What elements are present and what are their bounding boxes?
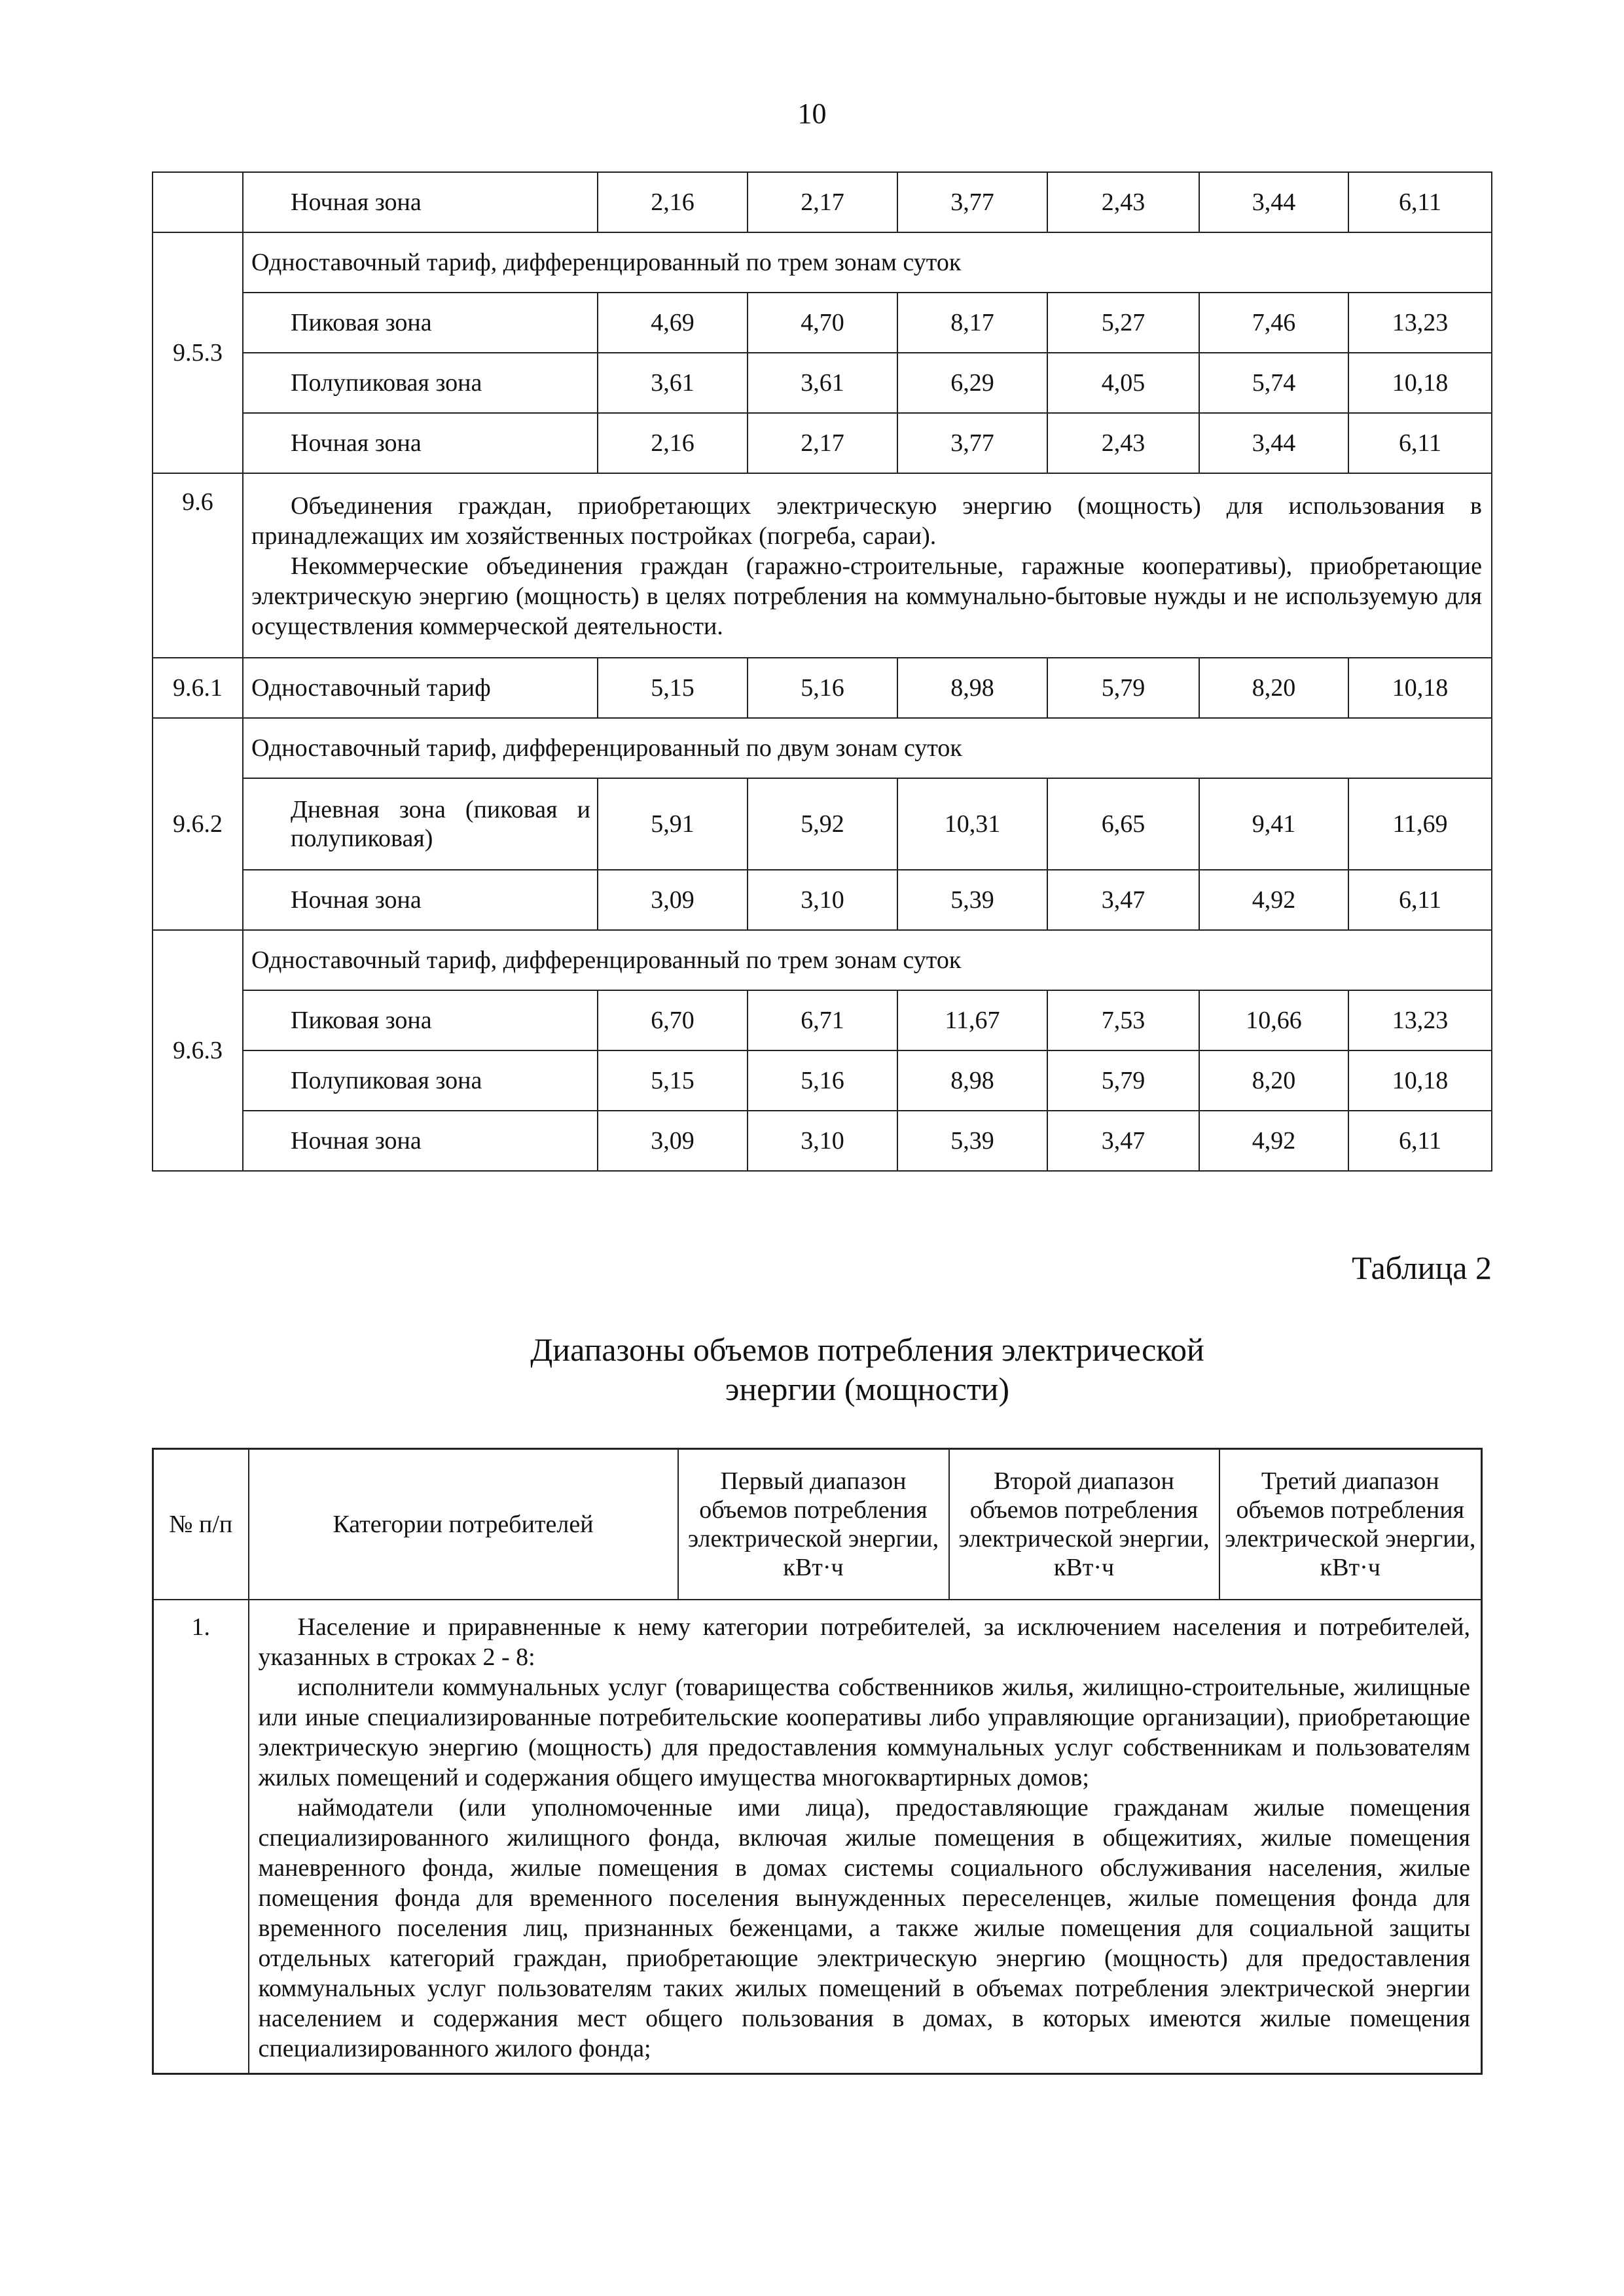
tariff-value: 3,09	[598, 870, 748, 930]
tariff-value: 6,29	[897, 353, 1047, 413]
header-second-range: Второй диапазон объемов потребления электрической энергии, кВт·ч	[949, 1449, 1219, 1600]
tariff-value: 6,11	[1348, 1111, 1492, 1171]
tariff-value: 5,15	[598, 658, 748, 718]
tariff-value: 5,92	[748, 778, 897, 870]
table-row	[153, 930, 1492, 990]
tariff-value: 4,92	[1199, 1111, 1348, 1171]
tariff-value: 10,66	[1199, 990, 1348, 1050]
header-first-range: Первый диапазон объемов потребления электрической энергии, кВт·ч	[678, 1449, 949, 1600]
table-row	[153, 658, 1492, 718]
row-description	[249, 1600, 1482, 2074]
table-row	[153, 1111, 1492, 1171]
tariff-value: 3,47	[1047, 870, 1199, 930]
row-code: 9.6.2	[153, 718, 243, 930]
tariff-table	[152, 171, 1492, 1172]
tariff-value: 2,17	[748, 172, 897, 232]
tariff-value: 2,16	[598, 172, 748, 232]
tariff-value: 2,16	[598, 413, 748, 473]
tariff-value: 5,16	[748, 1050, 897, 1111]
table-row	[153, 1600, 1482, 2074]
page-number: 10	[797, 98, 827, 130]
tariff-value: 4,92	[1199, 870, 1348, 930]
table-2-title-line-2: энергии (мощности)	[725, 1371, 1010, 1407]
tariff-value: 11,67	[897, 990, 1047, 1050]
tariff-value: 7,46	[1199, 293, 1348, 353]
row-number: 1.	[153, 1600, 249, 2074]
section-title: Одноставочный тариф, дифференцированный по трем зонам суток	[243, 232, 1492, 293]
header-third-range: Третий диапазон объемов потребления электрической энергии, кВт·ч	[1219, 1449, 1482, 1600]
tariff-value: 5,91	[598, 778, 748, 870]
tariff-value: 5,79	[1047, 1050, 1199, 1111]
tariff-value: 13,23	[1348, 293, 1492, 353]
tariff-value: 6,71	[748, 990, 897, 1050]
description-paragraph: Объединения граждан, приобретающих электрическую энергию (мощность) для использования в принадлежащих им хозяйственных постройках (погреба, сараи).	[251, 492, 1482, 550]
description-paragraph: Население и приравненные к нему категории потребителей, за исключением населения и потребителей, указанных в строках 2 - 8:	[258, 1613, 1470, 1671]
tariff-value: 3,61	[748, 353, 897, 413]
tariff-value: 4,69	[598, 293, 748, 353]
tariff-value: 2,17	[748, 413, 897, 473]
tariff-value: 3,44	[1199, 172, 1348, 232]
tariff-value: 8,98	[897, 1050, 1047, 1111]
table-row	[153, 870, 1492, 930]
description-paragraph: наймодатели (или уполномоченные ими лица), предоставляющие гражданам жилые помещения специализированного жилищного фонда, включая жилые помещения в общежитиях, жилые помещения маневренного фонда, жилые помещения в домах системы социального обслуживания населения, жилые помещения фонда для временного поселения вынужденных переселенцев, жилые помещения фонда для временного поселения лиц, признанных беженцами, а также жилые помещения для социальной защиты отдельных категорий граждан, приобретающие электрическую энергию (мощность) для предоставления коммунальных услуг пользователям таких жилых помещений в объемах потребления электрической энергии населением и содержания мест общего пользования в домах, в которых имеются жилые помещения специализированного жилого фонда;	[258, 1793, 1470, 2062]
table-row	[153, 990, 1492, 1050]
header-category: Категории потребителей	[249, 1449, 678, 1600]
tariff-value: 10,18	[1348, 1050, 1492, 1111]
tariff-value: 6,11	[1348, 870, 1492, 930]
tariff-value: 3,44	[1199, 413, 1348, 473]
tariff-value: 10,18	[1348, 353, 1492, 413]
tariff-value: 3,10	[748, 870, 897, 930]
row-code: 9.6.1	[153, 658, 243, 718]
tariff-value: 6,11	[1348, 172, 1492, 232]
tariff-value: 8,98	[897, 658, 1047, 718]
tariff-value: 3,09	[598, 1111, 748, 1171]
tariff-value: 5,39	[897, 1111, 1047, 1171]
tariff-value: 4,05	[1047, 353, 1199, 413]
table-2-title	[0, 1330, 1624, 1408]
tariff-value: 3,10	[748, 1111, 897, 1171]
table-row	[153, 172, 1492, 232]
tariff-value: 3,77	[897, 413, 1047, 473]
section-title: Одноставочный тариф, дифференцированный по двум зонам суток	[243, 718, 1492, 778]
tariff-value: 11,69	[1348, 778, 1492, 870]
table-row	[153, 293, 1492, 353]
tariff-value: 13,23	[1348, 990, 1492, 1050]
row-code: 9.6.3	[153, 930, 243, 1171]
table-row	[153, 232, 1492, 293]
row-code	[153, 172, 243, 232]
table-2-caption: Таблица 2	[1352, 1249, 1492, 1286]
row-label: Ночная зона	[243, 172, 598, 232]
tariff-value: 10,31	[897, 778, 1047, 870]
tariff-value: 8,17	[897, 293, 1047, 353]
row-label: Пиковая зона	[243, 990, 598, 1050]
description-paragraph: Некоммерческие объединения граждан (гаражно-строительные, гаражные кооперативы), приобретающие электрическую энергию (мощность) в целях потребления на коммунально-бытовые нужды и не используемую для осуществления коммерческой деятельности.	[251, 552, 1482, 640]
table-row	[153, 718, 1492, 778]
tariff-value: 2,43	[1047, 172, 1199, 232]
table-row	[153, 473, 1492, 658]
row-label: Ночная зона	[243, 413, 598, 473]
tariff-value: 7,53	[1047, 990, 1199, 1050]
tariff-value: 5,27	[1047, 293, 1199, 353]
tariff-value: 10,18	[1348, 658, 1492, 718]
row-label: Полупиковая зона	[243, 1050, 598, 1111]
table-header-row	[153, 1449, 1482, 1600]
tariff-value: 5,74	[1199, 353, 1348, 413]
consumption-ranges-table	[152, 1448, 1483, 2075]
tariff-value: 5,16	[748, 658, 897, 718]
tariff-value: 5,39	[897, 870, 1047, 930]
row-code: 9.5.3	[153, 232, 243, 473]
row-label: Дневная зона (пиковая и полупиковая)	[243, 778, 598, 870]
row-label: Полупиковая зона	[243, 353, 598, 413]
tariff-value: 6,11	[1348, 413, 1492, 473]
table-2-title-line-1: Диапазоны объемов потребления электрической	[530, 1331, 1204, 1368]
tariff-value: 8,20	[1199, 1050, 1348, 1111]
tariff-value: 3,61	[598, 353, 748, 413]
row-label: Ночная зона	[243, 870, 598, 930]
tariff-value: 4,70	[748, 293, 897, 353]
description-paragraph: исполнители коммунальных услуг (товарищества собственников жилья, жилищно-строительные, жилищные или иные специализированные потребительские кооперативы либо управляющие организации), приобретающие электрическую энергию (мощность) для предоставления коммунальных услуг собственникам и пользователям жилых помещений и содержания общего имущества многоквартирных домов;	[258, 1673, 1470, 1791]
tariff-value: 9,41	[1199, 778, 1348, 870]
row-code: 9.6	[153, 473, 243, 658]
table-row	[153, 413, 1492, 473]
tariff-value: 5,15	[598, 1050, 748, 1111]
tariff-value: 3,47	[1047, 1111, 1199, 1171]
section-title: Одноставочный тариф, дифференцированный по трем зонам суток	[243, 930, 1492, 990]
row-label: Одноставочный тариф	[243, 658, 598, 718]
tariff-value: 8,20	[1199, 658, 1348, 718]
tariff-value: 6,70	[598, 990, 748, 1050]
header-num: № п/п	[153, 1449, 249, 1600]
row-label: Пиковая зона	[243, 293, 598, 353]
tariff-value: 2,43	[1047, 413, 1199, 473]
tariff-value: 6,65	[1047, 778, 1199, 870]
table-row	[153, 1050, 1492, 1111]
tariff-value: 5,79	[1047, 658, 1199, 718]
table-row	[153, 353, 1492, 413]
tariff-value: 3,77	[897, 172, 1047, 232]
row-label: Ночная зона	[243, 1111, 598, 1171]
table-row	[153, 778, 1492, 870]
section-description	[243, 473, 1492, 658]
